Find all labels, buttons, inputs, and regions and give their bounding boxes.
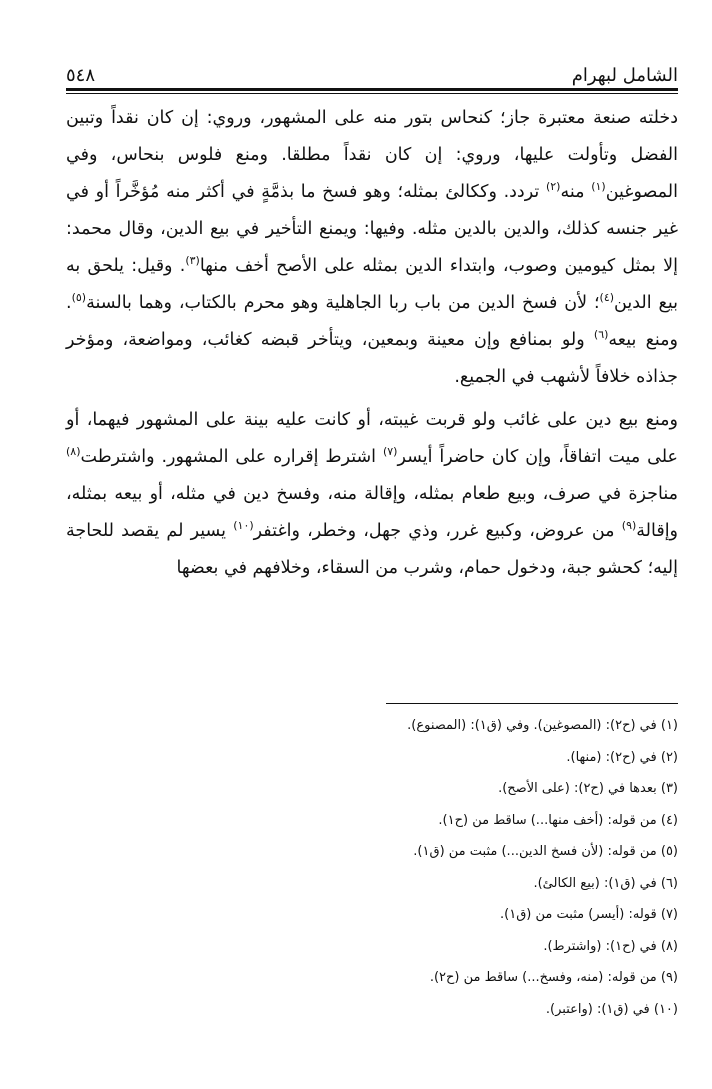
header-rule-thin bbox=[66, 93, 678, 94]
page-header bbox=[66, 50, 678, 88]
footnote-ref-5: (٥) bbox=[71, 291, 87, 305]
page-number: ٥٤٨ bbox=[66, 65, 96, 86]
text-segment: دخلته صنعة معتبرة جاز؛ كنحاس بتور منه على المشهور، وروي: إن كان نقداً وتبين الفضل وتأولت عليها، وروي: إن كان نقداً مطلقا. ومنع فلوس بنحاس، وفي المصوغين bbox=[66, 108, 678, 202]
paragraph-2 bbox=[66, 402, 678, 587]
footnote-5: (٥) من قوله: (لأن فسخ الدين...) مثبت من (ق١). bbox=[413, 844, 678, 859]
text-segment: يسير لم يقصد للحاجة إليه؛ كحشو جبة، ودخول حمام، وشرب من السقاء، وخلافهم في بعضها bbox=[66, 521, 678, 578]
text-segment: مناجزة في صرف، وبيع طعام بمثله، وإقالة منه، وفسخ دين في مثله، أو بيعه بمثله، وإقالة bbox=[66, 484, 679, 541]
footnote-6: (٦) في (ق١): (بيع الكالئ). bbox=[533, 875, 678, 891]
text-segment: اشترط إقراره على المشهور. واشترطت bbox=[80, 447, 383, 467]
text-segment: ولو بمنافع وإن معينة وبمعين، ويتأخر قبضه كغائب، ومواضعة، ومؤخر جذاذه خلافاً لأشهب في الجميع. bbox=[66, 330, 678, 387]
text-segment: منه bbox=[560, 182, 592, 202]
footnote-ref-10: (١٠) bbox=[233, 519, 254, 533]
footnote-1: (١) في (ح٢): (المصوغين). وفي (ق١): (المصنوع). bbox=[407, 718, 678, 733]
footnote-ref-7: (٧) bbox=[382, 445, 398, 459]
text-segment: ؛ لأن فسخ الدين من باب ربا الجاهلية وهو محرم بالكتاب، وهما بالسنة bbox=[86, 293, 600, 313]
footnote-10: (١٠) في (ق١): (واعتبر). bbox=[545, 1001, 678, 1017]
footnote-separator bbox=[386, 703, 678, 704]
running-title: الشامل لبهرام bbox=[571, 65, 678, 86]
text-segment: . ومنع بيعه bbox=[66, 293, 678, 350]
paragraph-1 bbox=[66, 100, 678, 396]
main-text bbox=[66, 100, 678, 587]
footnote-2: (٢) في (ح٢): (منها). bbox=[566, 749, 678, 765]
footnote-7: (٧) قوله: (أيسر) مثبت من (ق١). bbox=[500, 907, 678, 922]
text-segment: ومنع بيع دين على غائب ولو قربت غيبته، أو كانت عليه بينة على المشهور فيهما، أو على ميت اتفاقاً، وإن كان حاضراً أيسر bbox=[66, 410, 678, 467]
footnote-4: (٤) من قوله: (أخف منها...) ساقط من (ح١). bbox=[438, 812, 678, 828]
footnotes bbox=[66, 710, 678, 1025]
footnote-ref-1: (١) bbox=[591, 180, 606, 194]
footnote-ref-3: (٣) bbox=[185, 254, 200, 268]
text-segment: . وقيل: يلحق به بيع الدين bbox=[66, 256, 678, 313]
footnote-ref-4: (٤) bbox=[599, 291, 615, 305]
footnote-8: (٨) في (ح١): (واشترط). bbox=[543, 938, 678, 954]
footnote-ref-8: (٨) bbox=[66, 445, 81, 459]
footnote-ref-2: (٢) bbox=[545, 180, 561, 194]
footnote-3: (٣) بعدها في (ح٢): (على الأصح). bbox=[498, 781, 678, 796]
footnote-ref-6: (٦) bbox=[593, 328, 609, 342]
text-segment: من عروض، وكبيع غرر، وذي جهل، وخطر، واغتفر bbox=[253, 521, 622, 541]
header-rule bbox=[66, 88, 678, 91]
text-segment: تردد. وككالئ بمثله؛ وهو فسخ ما بذمَّةٍ في أكثر منه مُؤخَّراً أو في غير جنسه كذلك، والدين بالدين مثله. وفيها: ويمنع التأخير في بيع الدين، وقال محمد: إلا بمثل كيومين وصوب، وابتداء الدين بمثله على الأصح أخف منها bbox=[66, 182, 678, 276]
footnote-9: (٩) من قوله: (منه، وفسخ...) ساقط من (ح٢). bbox=[429, 970, 678, 985]
footnote-ref-9: (٩) bbox=[621, 519, 637, 533]
